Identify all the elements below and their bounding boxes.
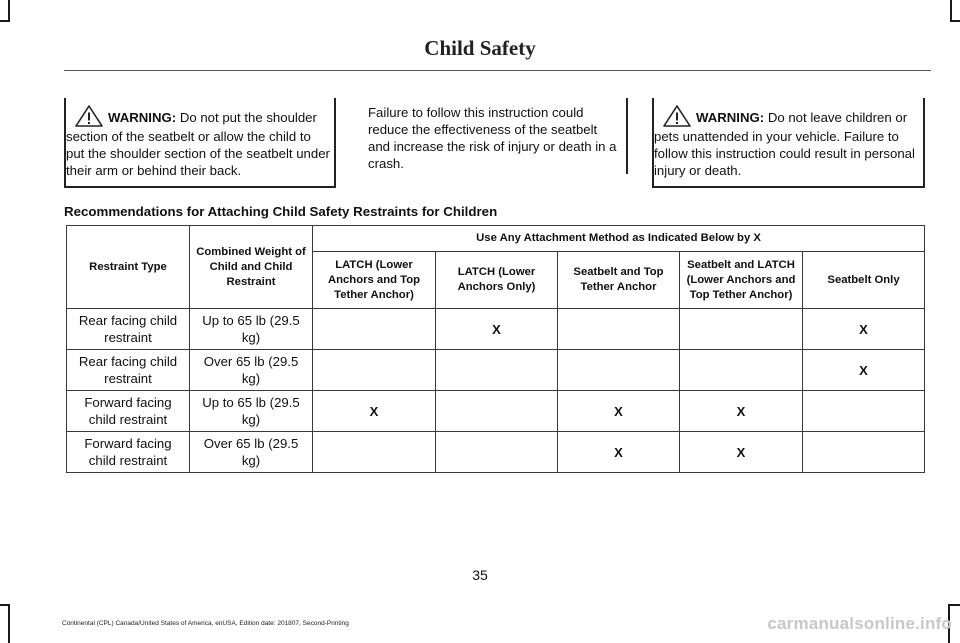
- cell-restraint-type: Rear facing child restraint: [67, 309, 190, 350]
- cell-mark: [436, 432, 558, 473]
- cell-mark: X: [558, 391, 680, 432]
- cell-mark: [313, 432, 436, 473]
- warning-text: Do not put the shoulder section of the seatbelt or allow the child to put the shoulder section of the seatbelt under their arm or behind their back.: [66, 110, 330, 178]
- cell-mark: X: [313, 391, 436, 432]
- cell-weight: Over 65 lb (29.5 kg): [190, 350, 313, 391]
- crop-mark-top-right-h: [950, 20, 960, 22]
- cell-mark: X: [680, 432, 803, 473]
- cell-mark: [803, 391, 925, 432]
- warning-continuation-text: [368, 104, 622, 172]
- warning-box-shoulder-belt: [64, 98, 336, 188]
- column-rule: [626, 98, 628, 174]
- warning-label: WARNING:: [108, 110, 177, 125]
- cell-restraint-type: Forward facing child restraint: [67, 391, 190, 432]
- table-row: [67, 391, 925, 432]
- footer-edition-info: Continental (CPL) Canada/United States of America, enUSA, Edition date: 201807, Second-Printing: [62, 620, 349, 627]
- crop-mark-top-left-h: [0, 20, 10, 22]
- cell-mark: [558, 350, 680, 391]
- cell-mark: [680, 309, 803, 350]
- cell-mark: [803, 432, 925, 473]
- title-divider: [64, 70, 931, 71]
- cell-mark: X: [558, 432, 680, 473]
- watermark: carmanualsonline.info: [767, 614, 952, 633]
- cell-mark: [436, 350, 558, 391]
- section-heading: Recommendations for Attaching Child Safety Restraints for Children: [64, 204, 498, 219]
- table-row: [67, 432, 925, 473]
- cell-mark: X: [680, 391, 803, 432]
- child-restraint-table: [66, 225, 925, 473]
- cell-weight: Up to 65 lb (29.5 kg): [190, 391, 313, 432]
- page-title: Child Safety: [424, 36, 536, 60]
- cell-mark: X: [803, 350, 925, 391]
- table-row: [67, 350, 925, 391]
- cell-mark: X: [436, 309, 558, 350]
- continuation-text: Failure to follow this instruction could reduce the effectiveness of the seatbelt and increase the risk of injury or death in a crash.: [368, 105, 617, 171]
- cell-mark: [313, 350, 436, 391]
- warning-label: WARNING:: [696, 110, 765, 125]
- cell-mark: [436, 391, 558, 432]
- header-method-latch-only: LATCH (Lower Anchors Only): [436, 252, 558, 309]
- header-combined-weight: Combined Weight of Child and Child Restraint: [190, 226, 313, 309]
- crop-mark-top-left-v: [8, 0, 10, 20]
- warning-triangle-icon: [662, 104, 692, 128]
- warning-text: Do not leave children or pets unattended in your vehicle. Failure to follow this instruction could result in personal injury or death.: [654, 110, 915, 178]
- page-number: 35: [472, 567, 488, 583]
- header-method-seatbelt-only: Seatbelt Only: [803, 252, 925, 309]
- cell-restraint-type: Rear facing child restraint: [67, 350, 190, 391]
- cell-weight: Over 65 lb (29.5 kg): [190, 432, 313, 473]
- warning-triangle-icon: [74, 104, 104, 128]
- header-attachment-method-group: Use Any Attachment Method as Indicated Below by X: [313, 226, 925, 252]
- crop-mark-bottom-right-h: [948, 604, 960, 606]
- cell-mark: [558, 309, 680, 350]
- table-row: [67, 309, 925, 350]
- header-method-latch-top-tether: LATCH (Lower Anchors and Top Tether Anchor): [313, 252, 436, 309]
- cell-mark: X: [803, 309, 925, 350]
- crop-mark-bottom-left-v: [8, 604, 10, 643]
- cell-weight: Up to 65 lb (29.5 kg): [190, 309, 313, 350]
- header-method-seatbelt-latch: Seatbelt and LATCH (Lower Anchors and Top Tether Anchor): [680, 252, 803, 309]
- header-method-seatbelt-top-tether: Seatbelt and Top Tether Anchor: [558, 252, 680, 309]
- crop-mark-bottom-left-h: [0, 604, 10, 606]
- header-restraint-type: Restraint Type: [67, 226, 190, 309]
- warning-box-unattended: [652, 98, 925, 188]
- cell-restraint-type: Forward facing child restraint: [67, 432, 190, 473]
- cell-mark: [313, 309, 436, 350]
- crop-mark-top-right-v: [950, 0, 952, 20]
- cell-mark: [680, 350, 803, 391]
